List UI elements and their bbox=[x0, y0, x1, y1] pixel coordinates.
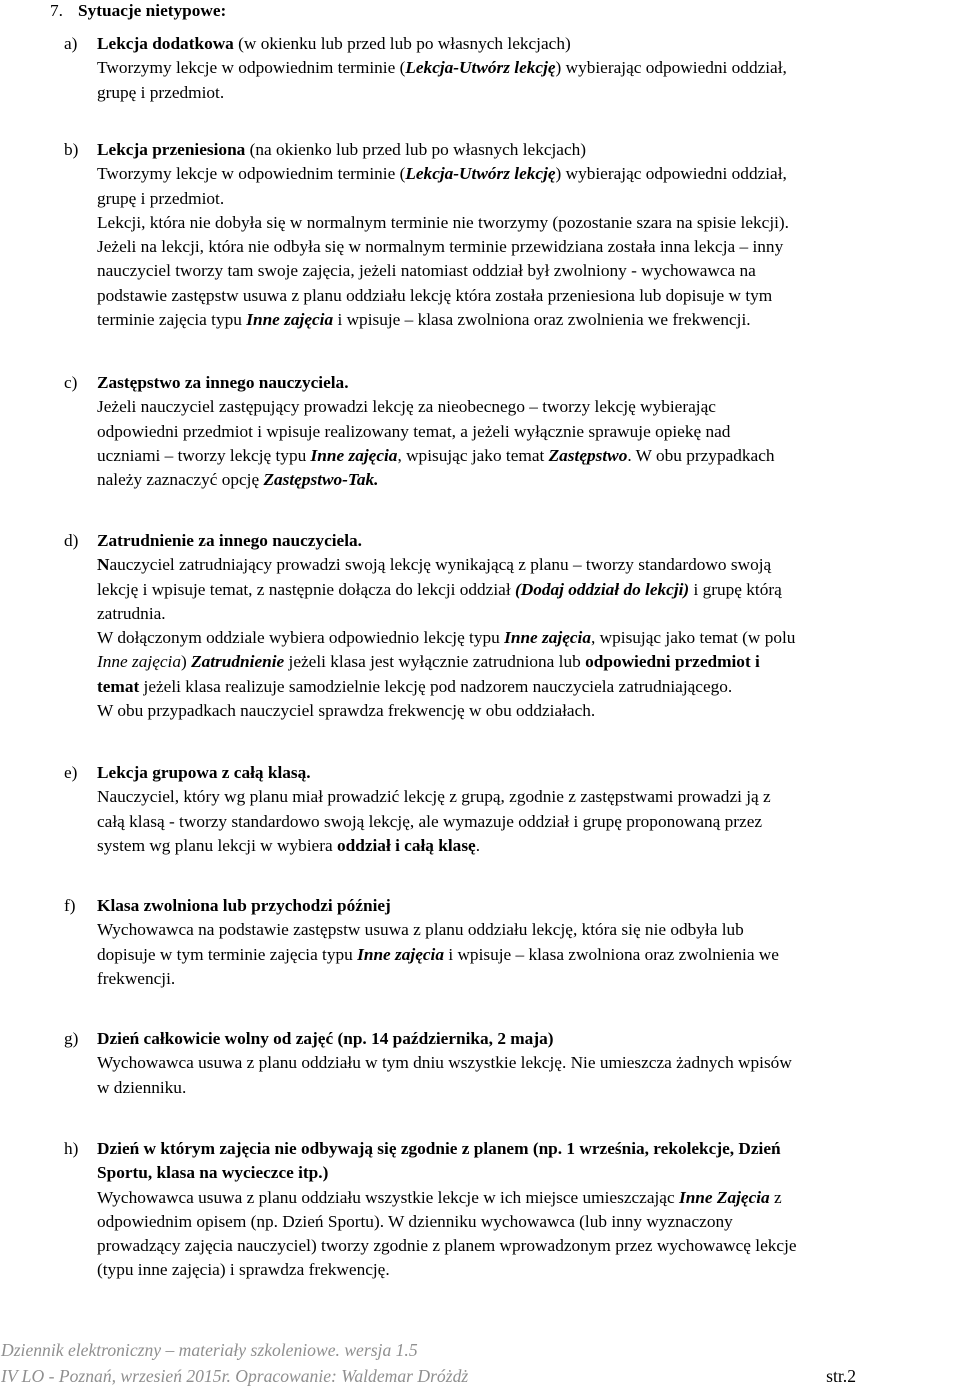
lesson-type: Inne zajęcia bbox=[357, 944, 444, 964]
paragraph-line: grupę i przedmiot. bbox=[97, 188, 225, 208]
text: należy zaznaczyć opcję bbox=[97, 470, 264, 490]
item-label: g) bbox=[64, 1029, 79, 1048]
paragraph-line bbox=[97, 626, 960, 650]
text: . bbox=[475, 835, 481, 855]
section-heading bbox=[50, 0, 226, 23]
text: uczniami – tworzy lekcję typu bbox=[97, 445, 311, 465]
paragraph-line: odpowiednim opisem (np. Dzień Sportu). W dzienniku wychowawca (lub inny wyznaczony bbox=[97, 1211, 733, 1231]
item-f bbox=[64, 894, 960, 991]
item-h bbox=[64, 1137, 960, 1283]
paragraph-line: Jeżeli nauczyciel zastępujący prowadzi lekcję za nieobecnego – tworzy lekcję wybierając bbox=[97, 397, 716, 417]
paragraph-line: frekwencji. bbox=[97, 968, 176, 988]
page-number: str.2 bbox=[826, 1366, 856, 1386]
paragraph-line bbox=[97, 834, 960, 858]
text: . W obu przypadkach bbox=[627, 445, 775, 465]
item-title: Zastępstwo za innego nauczyciela. bbox=[97, 373, 349, 392]
paragraph-line: (typu inne zajęcia) i sprawdza frekwencję. bbox=[97, 1260, 390, 1280]
lesson-type: Inne zajęcia bbox=[504, 628, 591, 648]
item-label: e) bbox=[64, 763, 78, 782]
section-number: 7. bbox=[50, 1, 63, 20]
menu-path: (Dodaj oddział do lekcji) bbox=[514, 579, 690, 599]
item-title-line bbox=[97, 1161, 960, 1185]
footer-line-1: Dziennik elektroniczny – materiały szkoleniowe. wersja 1.5 bbox=[1, 1340, 418, 1360]
field-name: Inne zajęcia bbox=[97, 652, 181, 672]
item-label: h) bbox=[64, 1139, 79, 1158]
text: i wpisuje – klasa zwolniona oraz zwolnienia we frekwencji. bbox=[333, 310, 751, 330]
text: jeżeli klasa realizuje samodzielnie lekcję pod nadzorem nauczyciela zatrudniającego. bbox=[139, 676, 733, 696]
item-c bbox=[64, 371, 960, 492]
topic-name: Zatrudnienie bbox=[191, 652, 285, 672]
text: oddział i całą klasę bbox=[336, 835, 476, 855]
paragraph-line bbox=[97, 1186, 960, 1210]
lesson-type: Inne Zajęcia bbox=[678, 1187, 770, 1207]
paragraph-line: prowadzący zajęcia nauczyciel) tworzy zgodnie z planem wprowadzonym przez wychowawcę lekcje bbox=[97, 1236, 797, 1256]
text: system wg planu lekcji w wybiera bbox=[97, 835, 337, 855]
item-a bbox=[64, 32, 960, 105]
text: i wpisuje – klasa zwolniona oraz zwolnienia we bbox=[444, 944, 779, 964]
menu-path: Lekcja-Utwórz lekcję bbox=[405, 58, 556, 78]
paragraph-line: Jeżeli na lekcji, która nie odbyła się w normalnym terminie przewidziana została inna lekcja – inny bbox=[97, 237, 784, 257]
paragraph-line bbox=[97, 943, 960, 967]
option-name: Zastępstwo-Tak. bbox=[263, 470, 379, 490]
text: odpowiedni przedmiot i bbox=[585, 652, 760, 672]
paragraph-line: W obu przypadkach nauczyciel sprawdza frekwencję w obu oddziałach. bbox=[97, 701, 596, 721]
paragraph-line bbox=[97, 675, 960, 699]
paragraph-line bbox=[97, 578, 960, 602]
text: i grupę którą bbox=[689, 579, 782, 599]
paragraph-line bbox=[97, 650, 960, 674]
paragraph-line: całą klasą - tworzy standardowo swoją lekcję, ale wymazuje oddział i grupę proponowaną przez bbox=[97, 811, 763, 831]
paragraph-line: zatrudnia. bbox=[97, 603, 166, 623]
item-title-line bbox=[97, 138, 960, 162]
item-title-line bbox=[97, 371, 960, 395]
item-d bbox=[64, 529, 960, 723]
paragraph-line: w dzienniku. bbox=[97, 1077, 187, 1097]
item-title: Lekcja przeniesiona bbox=[97, 140, 246, 159]
text: auczyciel zatrudniający prowadzi swoją lekcję wynikającą z planu – tworzy standardowo swoją bbox=[109, 555, 772, 575]
text: , wpisując jako temat (w polu bbox=[591, 628, 796, 648]
item-label: b) bbox=[64, 140, 79, 159]
item-title-line bbox=[97, 761, 960, 785]
paragraph-line bbox=[97, 553, 960, 577]
section-title: Sytuacje nietypowe: bbox=[78, 1, 227, 20]
paragraph-line bbox=[97, 56, 960, 80]
lesson-type: Inne zajęcia bbox=[246, 310, 334, 330]
menu-path: Lekcja-Utwórz lekcję bbox=[405, 164, 556, 184]
text: N bbox=[97, 555, 110, 575]
item-label: f) bbox=[64, 896, 76, 915]
item-title: Sportu, klasa na wycieczce itp.) bbox=[97, 1163, 329, 1183]
paragraph-line bbox=[97, 468, 960, 492]
lesson-type: Inne zajęcia bbox=[310, 445, 398, 465]
item-title-line bbox=[97, 32, 960, 56]
text: temat bbox=[97, 676, 140, 696]
item-label: a) bbox=[64, 34, 78, 53]
paragraph-line bbox=[97, 162, 960, 186]
footer-line-2 bbox=[0, 1363, 960, 1389]
text: Wychowawca usuwa z planu oddziału wszystkie lekcje w ich miejsce umieszczając bbox=[97, 1187, 679, 1207]
paragraph-line: Wychowawca na podstawie zastępstw usuwa z planu oddziału lekcję, która się nie odbyła lub bbox=[97, 920, 744, 940]
item-title-rest: (na okienko lub przed lub po własnych lekcjach) bbox=[245, 140, 587, 159]
text: , wpisując jako temat bbox=[397, 445, 549, 465]
item-title: Zatrudnienie za innego nauczyciela. bbox=[97, 531, 362, 550]
text: W dołączonym oddziale wybiera odpowiednio lekcję typu bbox=[97, 628, 505, 648]
text: ) wybierając odpowiedni oddział, bbox=[555, 164, 787, 184]
text: dopisuje w tym terminie zajęcia typu bbox=[97, 944, 358, 964]
item-g bbox=[64, 1027, 960, 1100]
paragraph-line: podstawie zastępstw usuwa z planu oddziału lekcję która została przeniesiona lub dopisuje w tym bbox=[97, 285, 773, 305]
item-title-line bbox=[97, 529, 960, 553]
text: jeżeli klasa jest wyłącznie zatrudniona lub bbox=[284, 652, 586, 672]
paragraph-line: nauczyciel tworzy tam swoje zajęcia, jeżeli natomiast oddział był zwolniony - wychowawca na bbox=[97, 261, 756, 281]
topic-name: Zastępstwo bbox=[548, 445, 628, 465]
item-b bbox=[64, 138, 960, 332]
item-title: Lekcja dodatkowa bbox=[97, 34, 234, 53]
item-title: Dzień w którym zajęcia nie odbywają się zgodnie z planem (np. 1 września, rekolekcje, Dzień bbox=[97, 1139, 781, 1158]
paragraph-line: Wychowawca usuwa z planu oddziału w tym dniu wszystkie lekcję. Nie umieszcza żadnych wpisów bbox=[97, 1053, 792, 1073]
paragraph-line: Nauczyciel, który wg planu miał prowadzić lekcję z grupą, zgodnie z zastępstwami prowadzi ją z bbox=[97, 787, 771, 807]
paragraph-line: odpowiedni przedmiot i wpisuje realizowany temat, a jeżeli wyłącznie sprawuje opiekę nad bbox=[97, 421, 731, 441]
item-title: Lekcja grupowa z całą klasą. bbox=[97, 763, 311, 782]
item-title-rest: (w okienku lub przed lub po własnych lekcjach) bbox=[233, 34, 571, 53]
item-label: c) bbox=[64, 373, 78, 392]
text: terminie zajęcia typu bbox=[97, 310, 247, 330]
text: Tworzymy lekcje w odpowiednim terminie ( bbox=[97, 164, 406, 184]
text: lekcję i wpisuje temat, z następnie dołącza do lekcji oddział bbox=[97, 579, 515, 599]
footer-line-2-text: IV LO - Poznań, wrzesień 2015r. Opracowanie: Waldemar Dróżdż bbox=[1, 1366, 469, 1386]
text: z bbox=[769, 1187, 782, 1207]
paragraph-line: Lekcji, która nie dobyła się w normalnym terminie nie tworzymy (pozostanie szara na spisie lekcji). bbox=[97, 212, 789, 232]
item-label: d) bbox=[64, 531, 79, 550]
text: ) wybierając odpowiedni oddział, bbox=[555, 58, 787, 78]
item-e bbox=[64, 761, 960, 858]
paragraph-line: grupę i przedmiot. bbox=[97, 82, 225, 102]
text: ) bbox=[180, 652, 192, 672]
paragraph-line bbox=[97, 308, 960, 332]
item-title: Klasa zwolniona lub przychodzi później bbox=[97, 896, 391, 915]
item-title-line bbox=[97, 894, 960, 918]
item-title-line bbox=[97, 1137, 960, 1161]
text: Tworzymy lekcje w odpowiednim terminie ( bbox=[97, 58, 406, 78]
item-title-line bbox=[97, 1027, 960, 1051]
item-title: Dzień całkowicie wolny od zajęć (np. 14 października, 2 maja) bbox=[97, 1029, 554, 1048]
paragraph-line bbox=[97, 444, 960, 468]
footer bbox=[0, 1337, 960, 1389]
